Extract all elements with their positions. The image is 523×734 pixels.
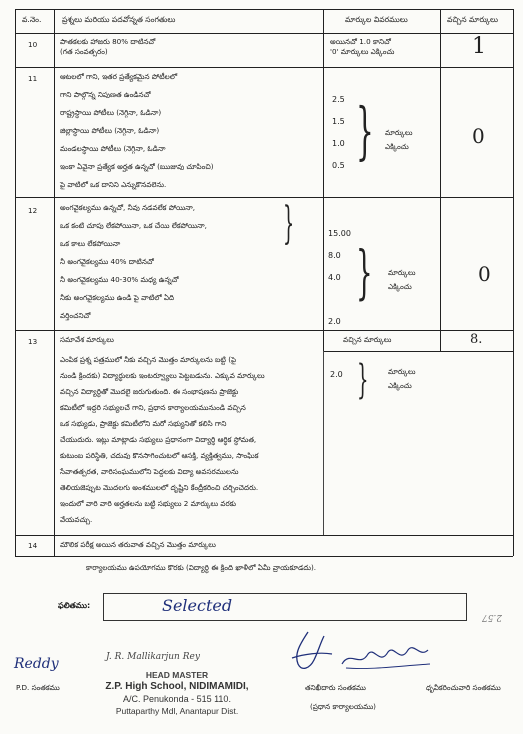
result-value: Selected (162, 596, 233, 615)
row-13-line: ఒక సభ్యుడు, ప్రాజెక్టు కమిటీలోని మరో సభ్యునితో కలిసి గాని (60, 419, 227, 428)
header-col-no: వ.నెం. (22, 15, 42, 24)
row-13-line: సేవాతత్పరత, వారిసంఘములోని పెద్దలకు విద్యా అవసరములను (60, 467, 239, 476)
row-13-line: ఇందులో వారి వారి అర్హతలను బట్టి సభ్యులు 2 మార్కులు వరకు (60, 499, 236, 508)
row-10-number: 10 (28, 40, 38, 49)
row-11-line: ఆటలలో గాని, ఇతర ప్రత్యేకమైన పోటీలలో (60, 72, 178, 81)
row-11-brace: } (356, 94, 374, 167)
marks-label-line: మార్కులు (385, 128, 413, 137)
row-12-line: నీ అంగవైకల్యము 40% దాటినచో (60, 257, 154, 266)
row-12-line: అంగవైకల్యము ఉన్నచో, నీవు నడవలేక పోయినా, (60, 203, 196, 212)
row-11-criteria (60, 72, 214, 198)
marks-label-line: మార్కులు (388, 268, 416, 277)
row-13-line: నుండి క్రిందకు) విద్యార్థులకు ఇంటర్వ్యూలు పెట్టబడును. ఎక్కువ మార్కులు (60, 371, 265, 380)
main-office-label: (ప్రధాన కార్యాలయము) (310, 702, 376, 711)
row-13-line: చేయుదురు. ఇట్లు మాట్లాడు సభ్యులు ప్రధానంగా విద్యార్థి ఆర్థిక స్థోమత, (60, 435, 257, 444)
row-13-description (60, 355, 265, 531)
row-13-line: వచ్చిన విద్యార్థితో మొదలై జరుగుతుంది. ఈ సంభాషణను ప్రాజెక్టు (60, 387, 239, 396)
headmaster-stamp (92, 670, 262, 717)
row-12-value: 8.0 (328, 251, 341, 260)
row-10-marks-detail (330, 37, 394, 57)
result-label: ఫలితము: (58, 601, 91, 610)
row-11-line: మండలస్థాయి పోటీలు (నెగ్గినా, ఓడినా (60, 144, 166, 153)
row-13-line: తెలియజెప్పుట మొదలగు అంశములలో దృష్టిని కేంద్రీకరించి చర్చించెదరు. (60, 483, 259, 492)
row-13-line: వేయవచ్చు. (60, 515, 93, 524)
result-box (103, 593, 467, 621)
pd-label: P.D. సంతకము (16, 683, 60, 692)
examiner-label: తనిఖీదారు సంతకము (305, 683, 366, 692)
row-11-marks-got: 0 (472, 124, 485, 148)
row-12-value: 4.0 (328, 273, 341, 282)
pd-signature: Reddy (14, 656, 59, 672)
row-13-subheader: వచ్చిన మార్కులు (343, 335, 392, 344)
row-11-number: 11 (28, 74, 38, 83)
row-10-marks-got: 1 (472, 34, 486, 59)
marks-label-line: ఎక్కించు (385, 142, 409, 151)
row-13-marks-label (388, 367, 416, 391)
row-11-value: 1.5 (332, 117, 345, 126)
office-use-note: కార్యాలయము ఉపయోగము కొరకు (విద్యార్థి ఈ క్రింది ఖాళీలో ఏమీ వ్రాయకూడదు). (86, 563, 317, 572)
row-13-value: 2.0 (330, 370, 343, 379)
row-12-left-brace: } (283, 198, 295, 249)
row-11-line: ఇంకా ఏవైనా ప్రత్యేక అర్హత ఉన్నచో (ఋజువు చూపించి) (60, 162, 214, 171)
row-13-line: కుటుంబ పరిస్థితి, చదువు కొనసాగించుటలో ఆసక్తి, వ్యక్తిత్వము, సాంఘిక (60, 451, 259, 460)
row-13-line: ఎంపిక ప్రశ్న పత్రములో నీకు వచ్చిన మొత్తం మార్కులను బట్టి (పై (60, 355, 237, 364)
row-11-marks-label (385, 128, 413, 152)
row-11-line: జిల్లాస్థాయి పోటీలు (నెగ్గినా, ఓడినా) (60, 126, 160, 135)
row-12-marks-label (388, 268, 416, 292)
marks-label-line: ఎక్కించు (388, 381, 412, 390)
row-10-marks-line: అయినచో 1.0 కానిచో (330, 37, 391, 46)
row-12-value: 15.00 (328, 229, 351, 238)
header-col-marks-detail: మార్కుల వివరములు (345, 15, 408, 24)
margin-mark: 2.57 (482, 612, 503, 622)
row-11-line: గాని పాల్గొన్న నిపుణత ఉండినచో (60, 90, 151, 99)
row-12-line: ఒక కంటి చూపు లేకపోయినా, ఒక చేయి లేకపోయినా, (60, 221, 207, 230)
row-12-criteria (60, 203, 207, 329)
row-11-values (332, 95, 345, 183)
row-12-marks-got: 0 (478, 262, 491, 286)
row-12-line: ఒక కాలు లేకపోయినా (60, 239, 121, 248)
row-12-value: 2.0 (328, 317, 341, 326)
hm-signature: J. R. Mallikarjun Rey (106, 652, 200, 662)
stamp-line: Puttaparthy Mdl, Anantapur Dist. (115, 706, 239, 716)
row-13-marks-got: 8. (470, 332, 483, 347)
verifier-label: ధృవీకరించువారి సంతకము (426, 683, 501, 692)
stamp-line: HEAD MASTER (145, 670, 209, 680)
row-13-line: కమిటీలో ఇద్దరి సభ్యులచే గాని, ప్రధాన కార్యాలయమునుండి వచ్చిన (60, 403, 246, 412)
row-12-brace: } (356, 238, 373, 306)
row-14-text: మౌలిక పరీక్ష అయిన తరువాత వచ్చిన మొత్తం మార్కులు (60, 540, 216, 549)
row-10-line: పాతకలకు హాజరు 80% దాటినచో (60, 37, 156, 46)
header-col-criteria: ప్రశ్నలు మరియు పదవోన్నత సంగతులు (62, 15, 176, 24)
row-13-title: సమావేశ మార్కులు (60, 335, 114, 344)
row-11-value: 0.5 (332, 161, 345, 170)
marks-label-line: మార్కులు (388, 367, 416, 376)
row-12-number: 12 (28, 206, 38, 215)
row-11-line: పై వాటిలో ఒక దానిని ఎన్నుకొనవలెను. (60, 180, 167, 189)
row-11-line: రాష్ట్రస్థాయి పోటీలు (నెగ్గినా, ఓడినా) (60, 108, 162, 117)
row-13-brace: } (357, 357, 369, 403)
stamp-line: Z.P. High School, NIDIMAMIDI, (105, 681, 249, 692)
row-12-values (328, 229, 351, 327)
row-11-value: 2.5 (332, 95, 345, 104)
row-13-number: 13 (28, 337, 38, 346)
row-10-marks-line: '0' మార్కులు ఎక్కించు (330, 47, 395, 56)
row-12-line: నీ అంగవైకల్యము 40-30% మధ్య ఉన్నచో (60, 275, 179, 284)
header-col-marks-got: వచ్చిన మార్కులు (447, 15, 499, 24)
row-14-number: 14 (28, 541, 38, 550)
row-10-criteria (60, 37, 155, 57)
row-12-line: నీకు అంగవైకల్యము ఉండి పై వాటిలో ఏది (60, 293, 175, 302)
row-12-line: వర్తించనిచో (60, 311, 91, 320)
stamp-line: A/C. Penukonda - 515 110. (123, 694, 231, 704)
examiner-signature (280, 624, 440, 684)
row-10-line: (గత సంవత్సరం) (60, 47, 108, 56)
marks-label-line: ఎక్కించు (388, 282, 412, 291)
row-11-value: 1.0 (332, 139, 345, 148)
